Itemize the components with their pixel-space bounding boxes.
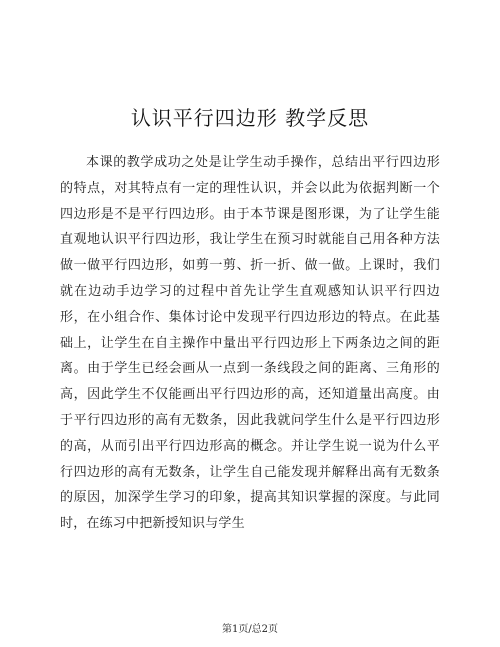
document-title: 认识平行四边形 教学反思 <box>130 106 370 130</box>
page-number-footer: 第1页/总2页 <box>221 624 279 635</box>
body-paragraph: 本课的教学成功之处是让学生动手操作，总结出平行四边形的特点，对其特点有一定的理性认识，并会以此为依据判断一个四边形是不是平行四边形。由于本节课是图形课，为了让学生能直观地认识平行四边形，我让学生在预习时就能自己用各种方法做一做平行四边形，如剪一剪、折一折、做一做。上课时，我们就在边动手边学习的过程中首先让学生直观感知认识平行四边形，在小组合作、集体讨论中发现平行四边形边的特点。在此基础上，让学生在自主操作中量出平行四边形上下两条边之间的距离。由于学生已经会画从一点到一条线段之间的距离、三角形的高，因此学生不仅能画出平行四边形的高，还知道量出高度。由于平行四边形的高有无数条，因此我就问学生什么是平行四边形的高，从而引出平行四边形高的概念。并让学生说一说为什么平行四边形的高有无数条，让学生自己能发现并解释出高有无数条的原因，加深学生学习的印象，提高其知识掌握的深度。与此同时，在练习中把新授知识与学生 <box>60 155 440 532</box>
